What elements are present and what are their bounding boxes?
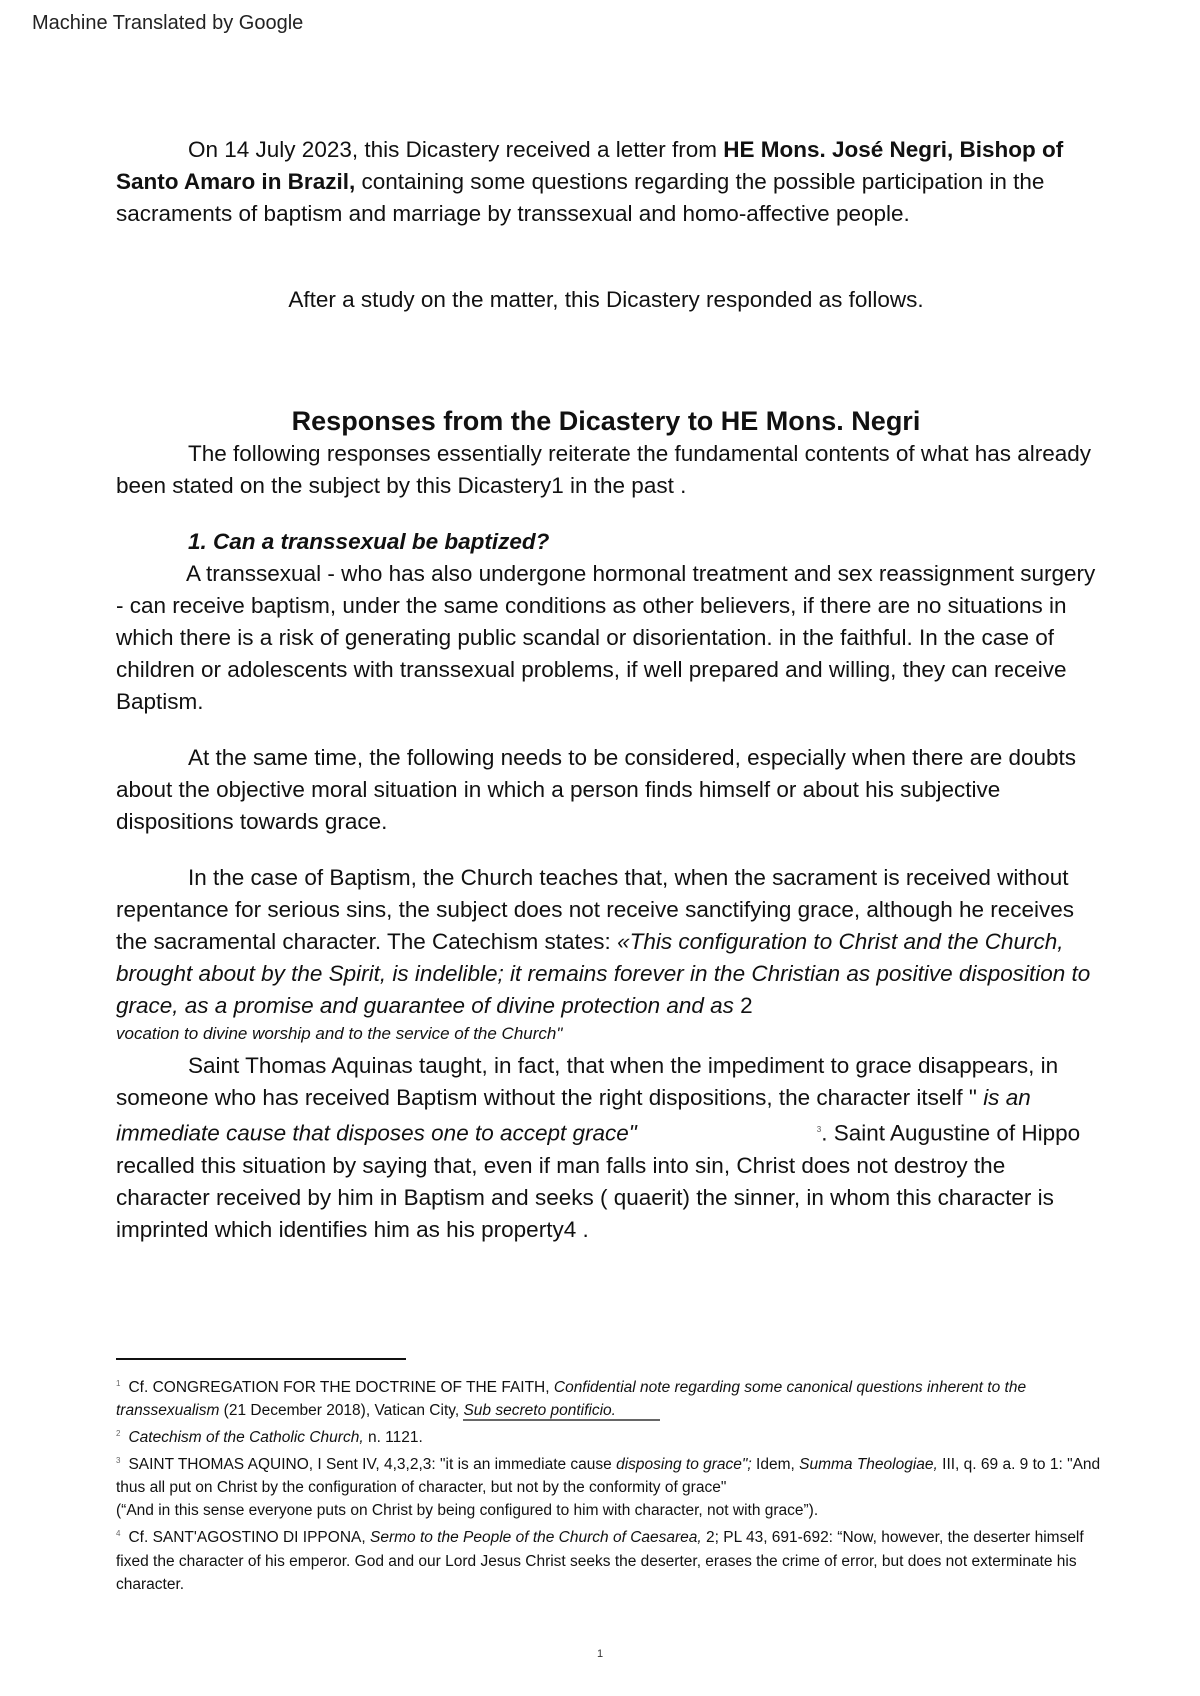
aquinas-text: Saint Thomas Aquinas taught, in fact, that when the impediment to grace disappears, in someone who has received Baptism without the right dispositions, the character itself " — [116, 1053, 1059, 1110]
footnote-text: Idem, — [751, 1456, 800, 1474]
baptism-text: In the case of Baptism, the Church teaches that, when the sacrament is received without repentance for serious sins, the subject does not receive sanctifying grace, although he receives the sacramental character. The Catechism states: — [116, 865, 1075, 954]
reiterate-paragraph: The following responses essentially reiterate the fundamental contents of what has already been stated on the subject by this Dicastery1 in the past . — [116, 441, 1092, 498]
intro-text-cont: containing some questions regarding the possible participation in the sacraments of baptism and marriage by transsexual and homo-affective people. — [116, 169, 1045, 226]
footnote-italic: Confidential note regarding some canonical questions inherent to the transsexualism — [116, 1379, 1027, 1420]
footnote-mark: 1 — [116, 1379, 121, 1388]
footnote-text: n. 1121. — [363, 1429, 423, 1447]
response-intro — [116, 284, 1096, 316]
footnote-italic: disposing to grace"; — [616, 1456, 752, 1474]
intro-text: On 14 July 2023, this Dicastery received a letter from — [188, 137, 724, 162]
footnote-mark: 2 — [116, 1429, 121, 1439]
answer-1-paragraph: A transsexual - who has also undergone hormonal treatment and sex reassignment surgery - can receive baptism, under the same conditions as other believers, if there are no situations in which there is a risk of generating public scandal or disorientation. in the faithful. In the case of children or adolescents with transsexual problems, if well prepared and willing, they can receive Baptism. — [116, 561, 1096, 714]
footnote-ref-2: 2 — [733, 993, 753, 1018]
main-body — [116, 438, 1096, 1246]
augustine-text: . Saint Augustine of Hippo recalled this situation by saying that, even if man falls into sin, Christ does not destroy the character received by him in Baptism and seeks ( quaerit) the sinner, in whom this character is imprinted which identifies him as his property4 . — [116, 1120, 1081, 1242]
footnote-italic: Sermo to the People of the Church of Caesarea, — [369, 1529, 702, 1547]
footnote-3 — [116, 1449, 1106, 1499]
footnote-3-line2: (“And in this sense everyone puts on Christ by being configured to him with character, not with grace”). — [116, 1502, 819, 1520]
aquinas-quote: is an immediate cause that disposes one to accept grace" — [116, 1085, 1031, 1146]
footnote-italic: Catechism of the Catholic Church, — [128, 1429, 364, 1447]
response-intro-text: After a study on the matter, this Dicastery responded as follows. — [288, 287, 924, 312]
footnote-italic: Sub secreto pontificio. — [463, 1402, 660, 1421]
section-heading: Responses from the Dicastery to HE Mons. Negri — [291, 406, 921, 436]
footnotes — [116, 1372, 1106, 1596]
footnote-ref-3: 3 — [816, 1125, 822, 1134]
catechism-quote: «This configuration to Christ and the Church, brought about by the Spirit, is indelible; it remains forever in the Christian as positive disposition to grace, as a promise and guarantee of divine protection and as — [116, 929, 1091, 1018]
bishop-name: HE Mons. José Negri, Bishop of Santo Amaro in Brazil, — [116, 137, 1064, 194]
footnote-mark: 3 — [116, 1456, 121, 1466]
footnote-text: SAINT THOMAS AQUINO, I Sent IV, 4,3,2,3: "it is an immediate cause — [128, 1456, 617, 1474]
footnote-mark: 4 — [116, 1529, 121, 1539]
same-time-paragraph: At the same time, the following needs to be considered, especially when there are doubts about the objective moral situation in which a person finds himself or about his subjective dispositions towards grace. — [116, 745, 1077, 834]
footnote-text: Cf. CONGREGATION FOR THE DOCTRINE OF THE FAITH, — [128, 1379, 554, 1397]
machine-translation-banner: Machine Translated by Google — [32, 12, 304, 34]
catechism-quote-tail: vocation to divine worship and to the service of the Church" — [116, 1024, 563, 1043]
footnote-4 — [116, 1522, 1106, 1595]
footnote-text: Cf. SANT'AGOSTINO DI IPPONA, — [128, 1529, 370, 1547]
footnote-2 — [116, 1422, 1106, 1449]
footnote-text: 2; PL 43, 691-692: “Now, however, the deserter himself fixed the character of his emperor. God and our Lord Jesus Christ seeks the deserter, erases the crime of error, but does not exterminate his character. — [116, 1529, 1084, 1593]
footnote-italic: Summa Theologiae, — [799, 1456, 938, 1474]
footnote-text: III, q. 69 a. 9 to 1: "And thus all put on Christ by the configuration of character, but not by the conformity of grace" — [116, 1456, 1101, 1497]
intro-paragraph — [116, 134, 1096, 230]
footnote-text: (21 December 2018), Vatican City, — [219, 1402, 464, 1420]
footnote-divider — [116, 1358, 406, 1360]
question-1-heading: 1. Can a transsexual be baptized? — [188, 529, 550, 554]
aquinas-paragraph — [116, 1050, 1096, 1246]
baptism-paragraph — [116, 862, 1096, 1022]
footnote-1 — [116, 1372, 1106, 1422]
page-number: 1 — [596, 1648, 604, 1660]
